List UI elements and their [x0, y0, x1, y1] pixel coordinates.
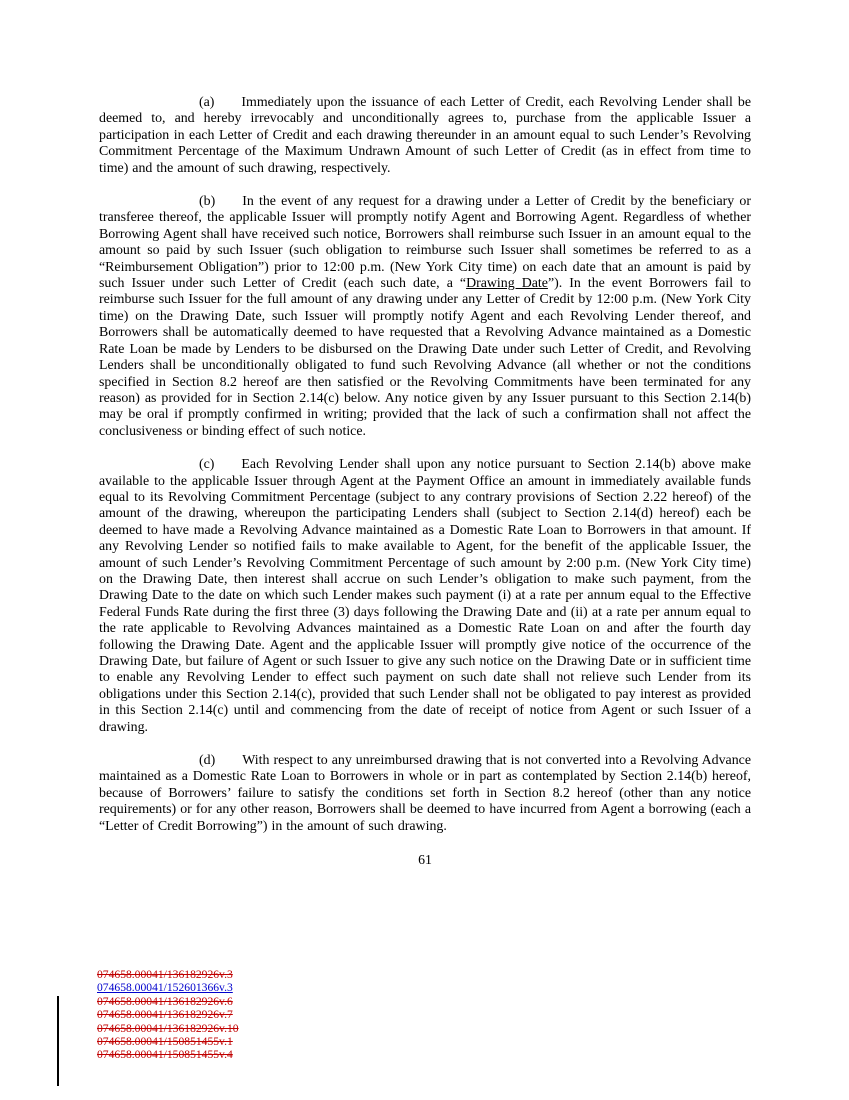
paragraph-text: Each Revolving Lender shall upon any notice pursuant to Section 2.14(b) above make available to the applicable Issuer through Agent at the Payment Office an amount in immediately available funds equal to its Revolving Commitment Percentage (subject to any contrary provisions of Section 2.22 hereof) of the amount of the drawing, whereupon the participating Lenders shall (subject to Section 2.14(d) hereof) each be deemed to have made a Revolving Advance maintained as a Domestic Rate Loan to Borrowers in that amount. If any Revolving Lender so notified fails to make available to Agent, for the benefit of the applicable Issuer, the amount of such Lender’s Revolving Commitment Percentage of such amount by 2:00 p.m. (New York City time) on the Drawing Date, then interest shall accrue on such Lender’s obligation to make such payment, from the Drawing Date to the date on which such Lender makes such payment (i) at a rate per annum equal to the Effective Federal Funds Rate during the first three (3) days following the Drawing Date and (ii) at a rate per annum equal to the rate applicable to Revolving Advances maintained as a Domestic Rate Loan on and after the fourth day following the Drawing Date. Agent and the applicable Issuer will promptly give notice of the occurrence of the Drawing Date, but failure of Agent or such Issuer to give any such notice on the Drawing Date or in sufficient time to enable any Revolving Lender to effect such payment on such date shall not relieve such Lender from its obligations under this Section 2.14(c), provided that such Lender shall not be obligated to pay interest as provided in this Section 2.14(c) until and commencing from the date of receipt of notice from Agent or such Issuer of a drawing. [99, 457, 751, 735]
paragraph-d [99, 753, 751, 835]
footer-doc-id-deleted: 074658.00041/150851455v.4 [97, 1048, 233, 1062]
footer-block [97, 968, 397, 1062]
paragraph-label: (c) [199, 457, 215, 473]
page-number: 61 [418, 852, 432, 868]
change-bar [57, 996, 59, 1086]
paragraph-c [99, 457, 751, 736]
paragraph-label: (d) [199, 753, 216, 769]
paragraph-a [99, 95, 751, 177]
paragraph-label: (b) [199, 194, 216, 210]
paragraph-list [99, 95, 751, 835]
paragraph-text: In the event of any request for a drawing under a Letter of Credit by the beneficiary or transferee thereof, the applicable Issuer will promptly notify Agent and Borrowing Agent. Regardless of whether Borrowing Agent shall have received such notice, Borrowers shall reimburse such Issuer in an amount equal to the amount so paid by such Issuer (such obligation to reimburse such Issuer shall sometimes be referred to as a “Reimbursement Obligation”) prior to 12:00 p.m. (New York City time) on each date that an amount is paid by such Issuer under such Letter of Credit (each such date, a “ [99, 194, 751, 292]
footer-doc-id-deleted: 074658.00041/150851455v.1 [97, 1035, 233, 1049]
paragraph-label: (a) [199, 95, 215, 110]
footer-entries [97, 968, 397, 1062]
footer-doc-id-inserted: 074658.00041/152601366v.3 [97, 981, 233, 995]
paragraph-text: ”). In the event Borrowers fail to reimburse such Issuer for the full amount of any drawing under any Letter of Credit by 12:00 p.m. (New York City time) on the Drawing Date, such Issuer will promptly notify Agent and each Revolving Lender thereof, and Borrowers shall be automatically deemed to have requested that a Revolving Advance maintained as a Domestic Rate Loan be made by Lenders to be disbursed on the Drawing Date under such Letter of Credit, and Revolving Lenders shall be unconditionally obligated to fund such Revolving Advance (all whether or not the conditions specified in Section 8.2 hereof are then satisfied or the Revolving Commitments have been terminated for any reason) as provided for in Section 2.14(c) below. Any notice given by any Issuer pursuant to this Section 2.14(b) may be oral if promptly confirmed in writing; provided that the lack of such a confirmation shall not affect the conclusiveness or binding effect of such notice. [99, 276, 751, 439]
footer-doc-id-deleted: 074658.00041/136182926v.3 [97, 968, 233, 981]
footer-doc-id-deleted: 074658.00041/136182926v.10 [97, 1021, 239, 1035]
footer-doc-id-deleted: 074658.00041/136182926v.7 [97, 1008, 233, 1022]
defined-term: Drawing Date [466, 276, 548, 292]
paragraph-text: With respect to any unreimbursed drawing that is not converted into a Revolving Advance maintained as a Domestic Rate Loan to Borrowers in whole or in part as contemplated by Section 2.14(b) hereof, because of Borrowers’ failure to satisfy the conditions set forth in Section 8.2 hereof (other than any notice requirements) or for any other reason, Borrowers shall be deemed to have incurred from Agent a borrowing (each a “Letter of Credit Borrowing”) in the amount of such drawing. [99, 753, 751, 834]
paragraph-b [99, 194, 751, 440]
paragraph-text: Immediately upon the issuance of each Letter of Credit, each Revolving Lender shall be deemed to, and hereby irrevocably and unconditionally agrees to, purchase from the applicable Issuer a participation in each Letter of Credit and each drawing thereunder in an amount equal to such Lender’s Revolving Commitment Percentage of the Maximum Undrawn Amount of such Letter of Credit (as in effect from time to time) and the amount of such drawing, respectively. [99, 95, 751, 176]
document-body [99, 95, 751, 868]
footer-doc-id-deleted: 074658.00041/136182926v.6 [97, 994, 233, 1008]
